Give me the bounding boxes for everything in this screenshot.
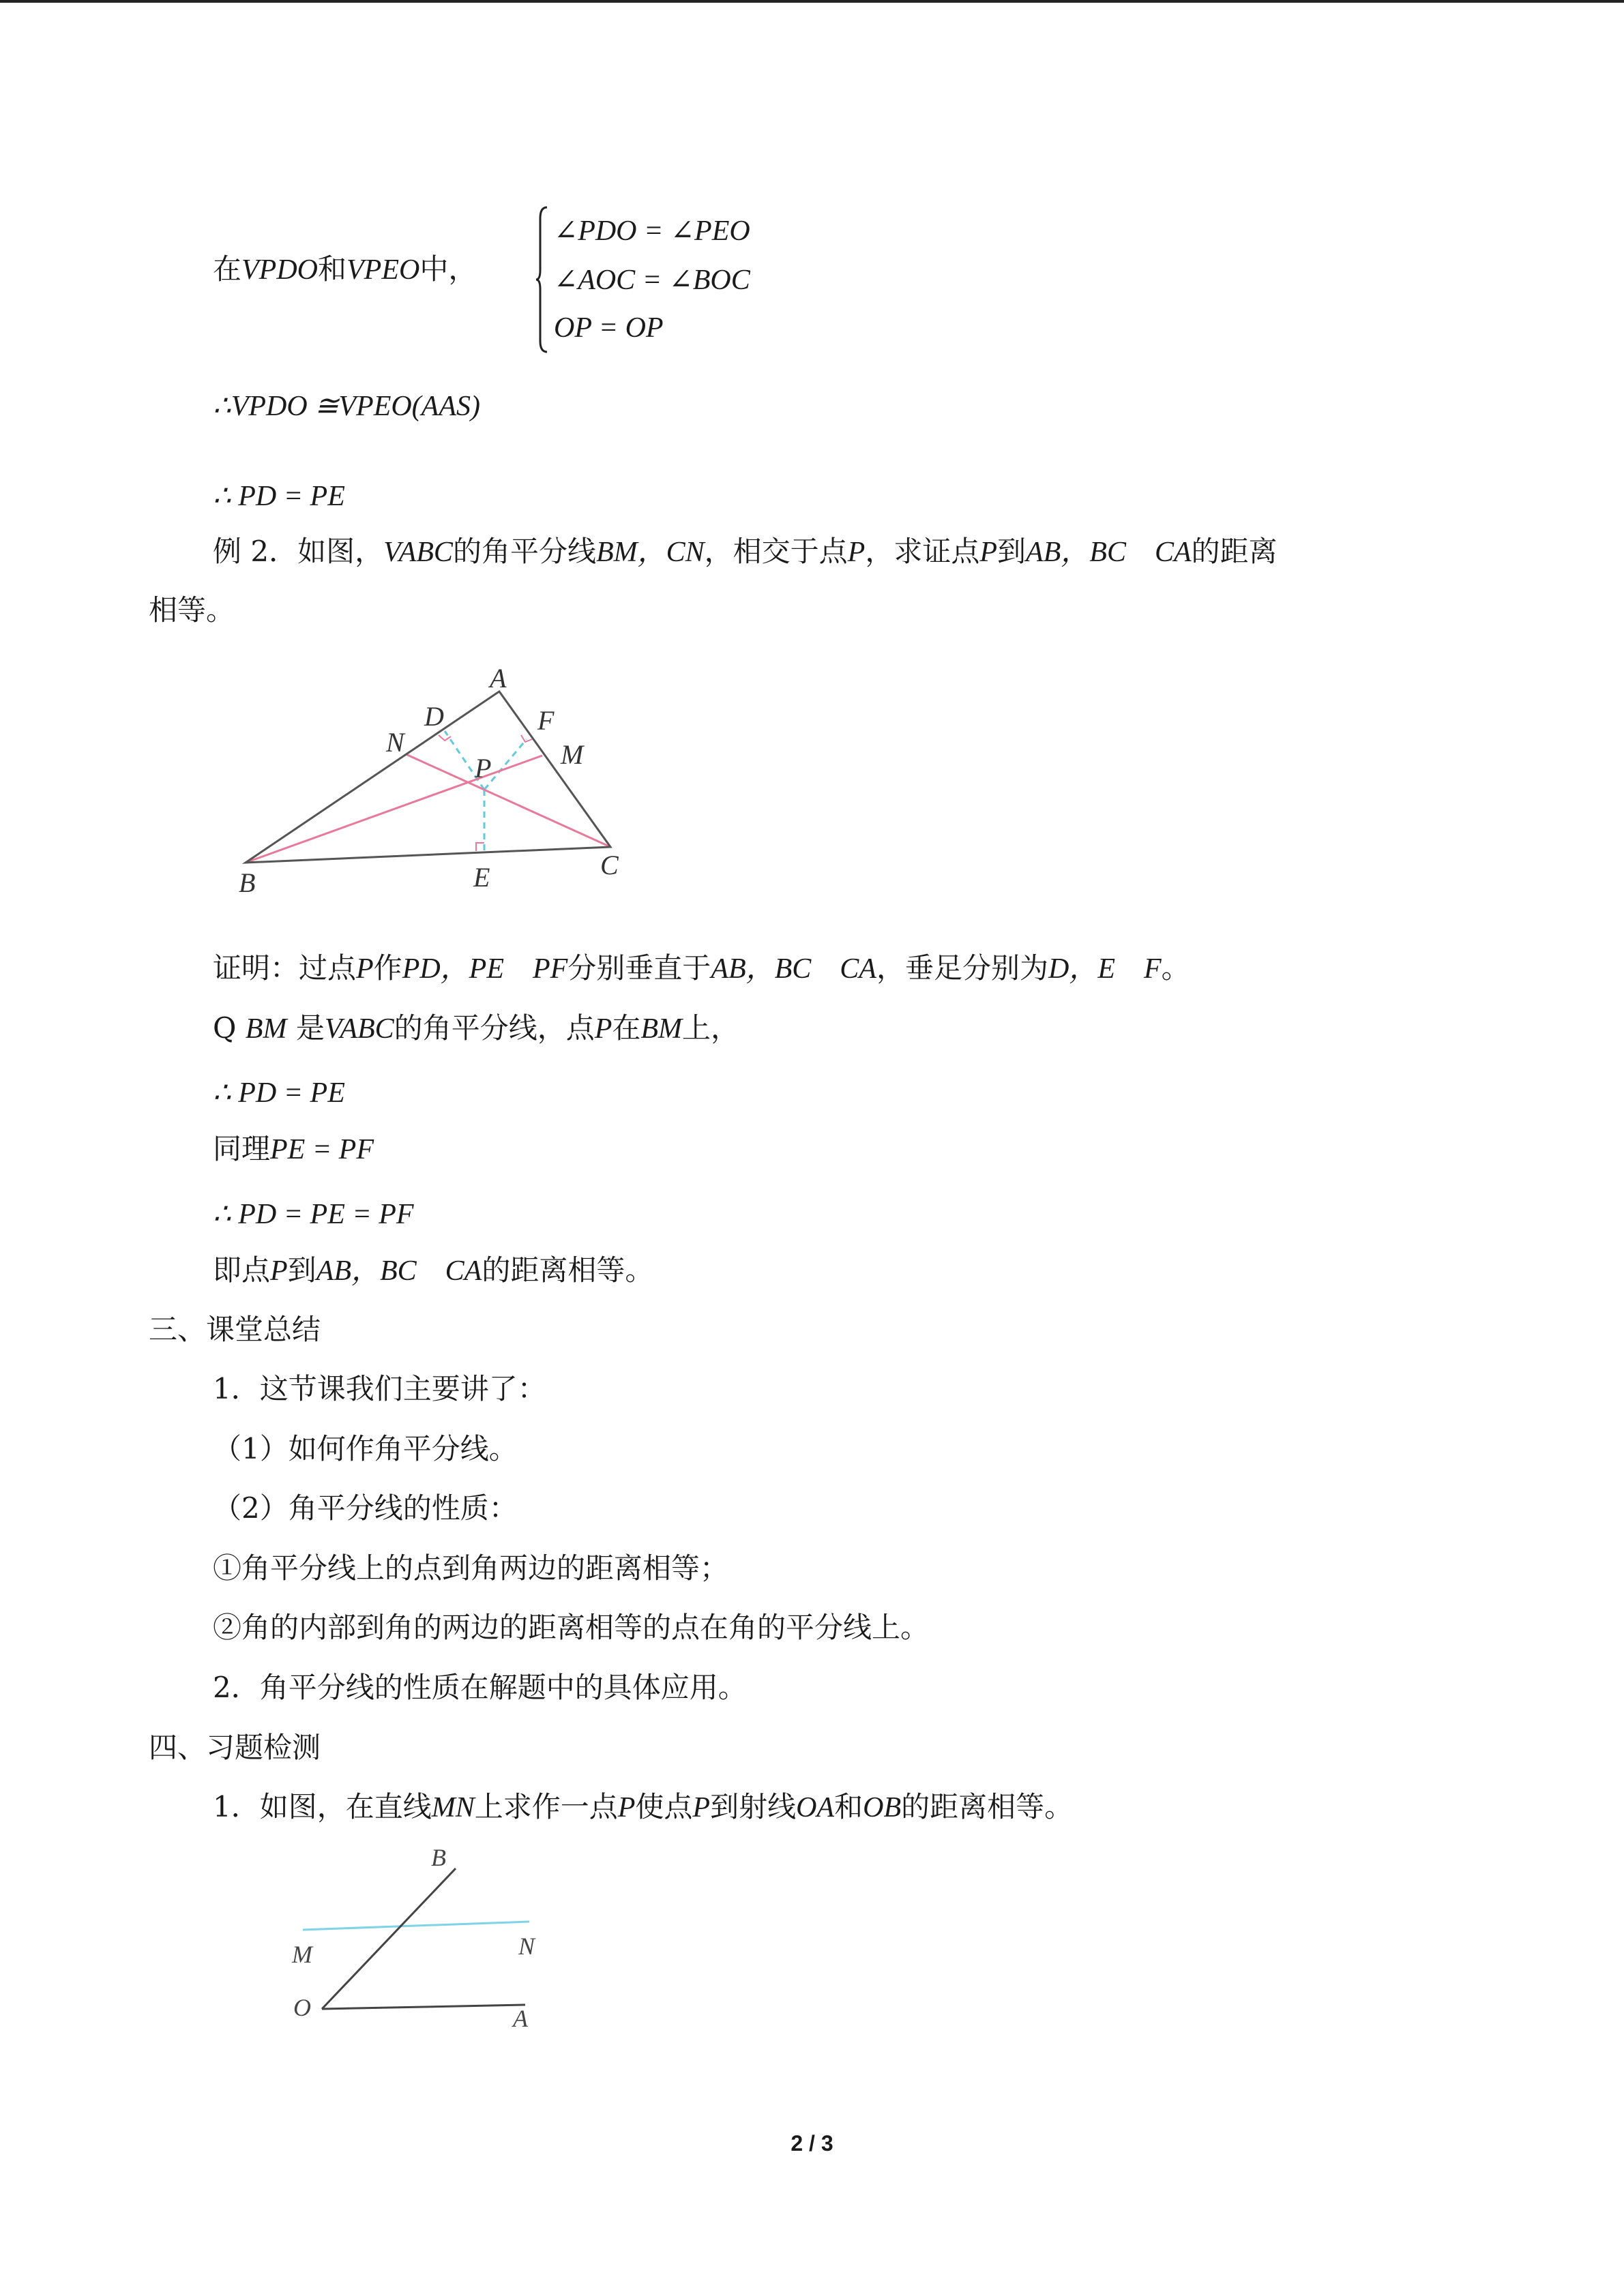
math: PD，PE PF (402, 953, 568, 985)
math: MN (431, 1792, 475, 1823)
text: 相等。 (149, 593, 235, 627)
label-b: B (431, 1844, 446, 1871)
math: BM (245, 1013, 287, 1045)
math: ∴ PD = PE (213, 1077, 345, 1109)
example-2-cont (149, 590, 235, 631)
label-a: A (513, 2005, 528, 2032)
text: 的距离 (1191, 535, 1278, 568)
text: ，相交于点 (704, 535, 848, 568)
text: ②角的内部到角的两边的距离相等的点在角的平分线上。 (213, 1611, 930, 1644)
math: P (617, 1792, 636, 1823)
line-mn (303, 1922, 529, 1930)
math: VPDO (241, 254, 318, 286)
triangle-figure (232, 655, 655, 900)
label-c: C (600, 850, 619, 880)
ray-oa (322, 2005, 525, 2009)
text: 到 (287, 1253, 316, 1287)
label-p: P (475, 753, 492, 784)
text: 和 (834, 1790, 863, 1823)
text: 。 (1161, 951, 1190, 985)
text: （1）如何作角平分线。 (213, 1432, 518, 1465)
label-m: M (561, 739, 584, 770)
math: ∠AOC = ∠BOC (554, 265, 750, 296)
math: AB，BC CA (711, 953, 876, 985)
math: OA (796, 1792, 835, 1823)
text: 1．这节课我们主要讲了： (213, 1372, 546, 1405)
text: 是 (295, 1011, 325, 1045)
math: D，E F (1048, 953, 1162, 985)
text: （2）角平分线的性质： (213, 1491, 518, 1525)
math: AB，BC CA (316, 1255, 482, 1287)
summary-1b (213, 1488, 518, 1529)
text: 的角平分线 (452, 535, 596, 568)
summary-2 (213, 1667, 747, 1708)
text: 分别垂直于 (567, 951, 711, 985)
proof-line-6 (213, 1250, 653, 1292)
text: ，垂足分别为 (876, 951, 1048, 985)
exercise-1 (213, 1787, 1073, 1828)
math: ∴ PD = PE = PF (213, 1199, 414, 1230)
summary-1c (213, 1548, 728, 1589)
math: PE = PF (270, 1134, 374, 1165)
proof-line-1 (213, 948, 1190, 989)
proof-line-2 (213, 1008, 739, 1049)
math: ∠PDO = ∠PEO (554, 215, 750, 247)
math: AB，BC CA (1026, 537, 1192, 568)
text: 的距离相等。 (901, 1790, 1074, 1823)
text: 同理 (213, 1132, 271, 1165)
left-brace (535, 205, 548, 355)
text: 例 2．如图， (213, 535, 384, 568)
math: BM，CN (595, 537, 705, 568)
text: Q (213, 1011, 237, 1045)
math: VPEO (346, 254, 420, 286)
label-n: N (386, 727, 404, 758)
example-2-statement (213, 531, 1278, 573)
text: 作 (373, 951, 402, 985)
math: P (692, 1792, 711, 1823)
math: BM (640, 1013, 683, 1045)
label-b: B (239, 867, 256, 898)
text: 即点 (213, 1253, 271, 1287)
text: 2．角平分线的性质在解题中的具体应用。 (213, 1671, 747, 1704)
label-e: E (473, 862, 490, 893)
math: P (847, 537, 866, 568)
pd-equals-pe (213, 475, 345, 517)
text: 证明：过点 (213, 951, 357, 985)
label-f: F (537, 705, 555, 736)
system-eq-1 (554, 210, 750, 252)
congruence-intro (213, 249, 477, 290)
text: 的距离相等。 (482, 1253, 654, 1287)
text: 在 (612, 1011, 641, 1045)
math: VABC (324, 1013, 394, 1045)
math: OP = OP (554, 312, 664, 344)
math: ∴ PD = PE (213, 481, 345, 512)
label-a: A (490, 663, 507, 694)
math: OB (863, 1792, 902, 1823)
text: 四、习题检测 (149, 1731, 321, 1764)
summary-1d (213, 1607, 929, 1648)
bisector-bm (246, 756, 542, 863)
label-d: D (424, 701, 444, 732)
text: 和 (318, 252, 347, 286)
text: 到射线 (710, 1790, 797, 1823)
text: 上求作一点 (474, 1790, 618, 1823)
section-3-heading (149, 1309, 321, 1350)
ray-ob (322, 1868, 456, 2009)
proof-line-3 (213, 1072, 345, 1114)
text: 使点 (635, 1790, 693, 1823)
angle-figure (273, 1841, 559, 2039)
section-4-heading (149, 1727, 321, 1768)
label-m: M (292, 1941, 312, 1968)
text: 在 (213, 252, 242, 286)
math: P (594, 1013, 612, 1045)
math: P (270, 1255, 288, 1287)
text: ，求证点 (865, 535, 980, 568)
text: 上， (682, 1011, 740, 1045)
page-number: 2 / 3 (791, 2131, 833, 2156)
math: ∴VPDO ≅VPEO(AAS) (213, 391, 480, 422)
label-o: O (293, 1994, 311, 2021)
proof-line-5 (213, 1193, 414, 1235)
text: 到 (996, 535, 1026, 568)
right-angle-e (476, 843, 484, 851)
text: 中， (419, 252, 477, 286)
congruence-result (213, 385, 480, 427)
proof-line-4 (213, 1129, 374, 1170)
text: 1．如图，在直线 (213, 1790, 432, 1823)
summary-1 (213, 1369, 546, 1410)
right-angle-d (439, 735, 451, 741)
system-eq-2 (554, 259, 750, 301)
text: 的角平分线，点 (394, 1011, 595, 1045)
system-eq-3 (554, 307, 664, 348)
label-n: N (518, 1933, 535, 1960)
text: ①角平分线上的点到角两边的距离相等； (213, 1551, 729, 1585)
top-rule (0, 0, 1624, 3)
math: P (979, 537, 997, 568)
math: VABC (383, 537, 453, 568)
math: P (356, 953, 374, 985)
summary-1a (213, 1429, 518, 1470)
text: 三、课堂总结 (149, 1313, 321, 1346)
